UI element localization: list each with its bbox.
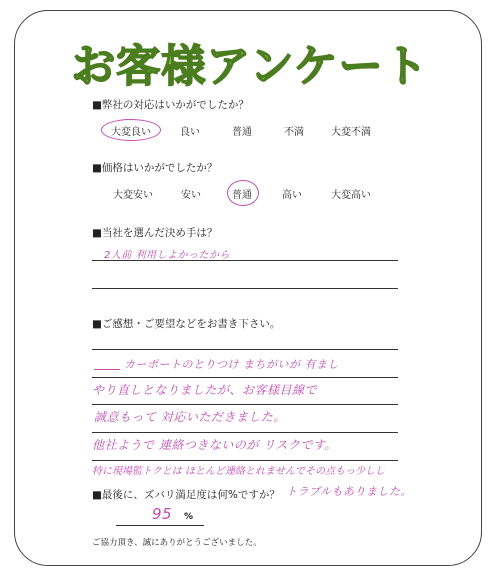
question-service: ■弊社の対応はいかがでしたか？: [92, 99, 249, 111]
answer-reason-handwriting: 2人前 利用しよかったから: [104, 250, 231, 261]
option-service-good[interactable]: 良い: [180, 127, 200, 138]
question-price: ■価格はいかがでしたか？: [92, 162, 218, 174]
option-price-very-cheap[interactable]: 大変安い: [113, 190, 153, 201]
option-price-normal[interactable]: 普通: [232, 190, 252, 201]
comment-line: [92, 404, 398, 405]
question-reason: ■当社を選んだ決め手は？: [92, 227, 218, 239]
comment-handwriting-line-3: 誠意もって 対応いただきました。: [94, 410, 286, 424]
question-satisfaction: ■最後に、ズバリ満足度は何%ですか？: [92, 489, 280, 501]
comment-line: [92, 377, 398, 378]
answer-line: [92, 260, 398, 261]
question-comments: ■ご感想・ご要望などをお書き下さい。: [92, 318, 281, 330]
option-service-very-good[interactable]: 大変良い: [111, 127, 151, 138]
comment-handwriting-line-6: トラブルもありました。: [286, 485, 413, 498]
option-service-normal[interactable]: 普通: [232, 127, 252, 138]
comment-handwriting-line-5: 特に現場監トクとは ほとんど連絡とれませんでその点もっ少しし: [92, 466, 385, 477]
comment-line: [92, 349, 398, 350]
option-price-expensive[interactable]: 高い: [282, 190, 302, 201]
comment-handwriting-line-2: やり直しとなりましたが、お客様目線で: [92, 383, 318, 397]
option-service-bad[interactable]: 不満: [284, 127, 304, 138]
comment-handwriting-line-4: 他社ようで 連絡つきないのが リスクです。: [92, 438, 337, 452]
crossed-out-word: [94, 369, 120, 370]
satisfaction-line: [116, 525, 204, 526]
option-price-cheap[interactable]: 安い: [181, 190, 201, 201]
satisfaction-value: 95: [152, 505, 173, 523]
option-price-very-expensive[interactable]: 大変高い: [331, 190, 371, 201]
survey-title: お客様アンケート: [71, 41, 429, 92]
option-service-very-bad[interactable]: 大変不満: [331, 127, 371, 138]
answer-line: [92, 288, 398, 289]
comment-line: [92, 432, 398, 433]
comment-handwriting-line-1: カーポートのとりつけ まちがいが 有まし: [124, 358, 339, 371]
thank-you-note: ご協力頂き、誠にありがとうございました。: [92, 538, 262, 548]
percent-unit: %: [184, 512, 194, 522]
comment-line: [92, 460, 398, 461]
